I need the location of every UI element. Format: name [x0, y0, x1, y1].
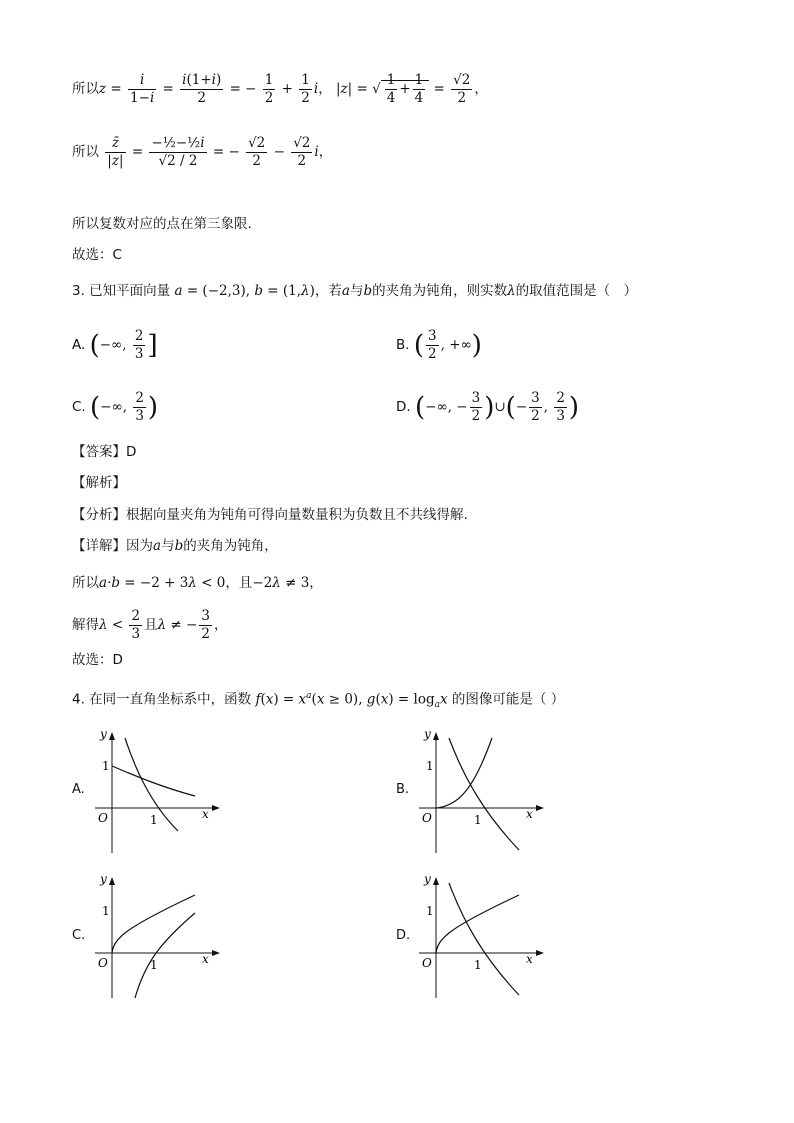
svg-text:x: x	[202, 807, 209, 821]
q4-graph-d	[414, 873, 574, 1003]
q4-graph-c	[90, 873, 250, 1003]
svg-text:1: 1	[426, 904, 434, 918]
svg-text:1: 1	[102, 904, 110, 918]
svg-text:y: y	[424, 873, 431, 886]
solution-line-conj: 所以 $\frac{z̄}{|z|}$ = $\frac{\text{−½−½i}}{√2 / 2}$ = − $\frac{√2}{2}$ − $\frac{√2}{2}$ i，	[72, 135, 333, 169]
svg-text:y: y	[100, 728, 107, 741]
svg-text:1: 1	[474, 813, 482, 827]
q3-option-b: B. ( $\frac{3}{2}$ , +∞)	[396, 328, 482, 362]
svg-text:1: 1	[474, 958, 482, 972]
svg-text:1: 1	[102, 759, 110, 773]
svg-text:O: O	[98, 956, 108, 970]
q3-option-c: C. (−∞, $\frac{2}{3}$ )	[72, 390, 159, 424]
xiangjie-line: 【详解】因为a与b的夹角为钝角，	[72, 538, 278, 554]
dot-product-line: 所以a·b = −2 + 3λ < 0，且−2λ ≠ 3，	[72, 575, 323, 591]
q4-graph-b	[414, 728, 574, 858]
svg-text:x: x	[202, 952, 209, 966]
so-prefix: 所以	[72, 81, 99, 97]
q4-option-d-label: D.	[396, 928, 411, 943]
q4-option-a-label: A.	[72, 782, 85, 797]
solve-line: 解得λ < $\frac{2}{3}$ 且λ ≠ − $\frac{3}{2}$ ，	[72, 608, 228, 642]
so-prefix: 所以	[72, 144, 99, 160]
svg-text:1: 1	[150, 813, 158, 827]
answer-label: 【答案】D	[72, 444, 137, 460]
fenxi-line: 【分析】根据向量夹角为钝角可得向量数量积为负数且不共线得解.	[72, 507, 468, 523]
q4-option-c-label: C.	[72, 928, 86, 943]
question-4: 4. 在同一直角坐标系中，函数 $f(x) = x^a(x \ge 0)$, $g(x) = \log_ax$ 的图像可能是（ ）	[72, 691, 565, 711]
svg-text:O: O	[422, 956, 432, 970]
svg-text:x: x	[526, 952, 533, 966]
answer-d: 故选：D	[72, 652, 123, 668]
svg-text:O: O	[98, 811, 108, 825]
quadrant-text: 所以复数对应的点在第三象限.	[72, 216, 252, 232]
q4-graph-a	[90, 728, 250, 858]
svg-text:y: y	[424, 728, 431, 741]
svg-text:O: O	[422, 811, 432, 825]
question-3: 3. 已知平面向量 a = (−2,3), b = (1,λ)，若a与b的夹角为钝角，则实数λ的取值范围是（ ）	[72, 283, 638, 299]
analysis-label: 【解析】	[72, 475, 126, 491]
answer-c: 故选：C	[72, 247, 122, 263]
svg-text:y: y	[100, 873, 107, 886]
q3-option-a: A. (−∞, $\frac{2}{3}$ ]	[72, 328, 158, 362]
q3-option-d: D. (−∞, − $\frac{3}{2}$ )∪(− $\frac{3}{2}$ , $\frac{2}{3}$ )	[396, 390, 580, 424]
svg-text:x: x	[526, 807, 533, 821]
svg-text:1: 1	[150, 958, 158, 972]
solution-line-z: 所以z = $\frac{i}{1-i}$ = $\frac{i(1+i)}{2}$ = − $\frac{1}{2}$ + $\frac{1}{2}$ i， |z| = √ $\frac{1}{4}$ + $\frac{1}{4}$ = $\frac{√2}{2}$ ，	[72, 72, 488, 106]
q4-option-b-label: B.	[396, 782, 410, 797]
svg-text:1: 1	[426, 759, 434, 773]
